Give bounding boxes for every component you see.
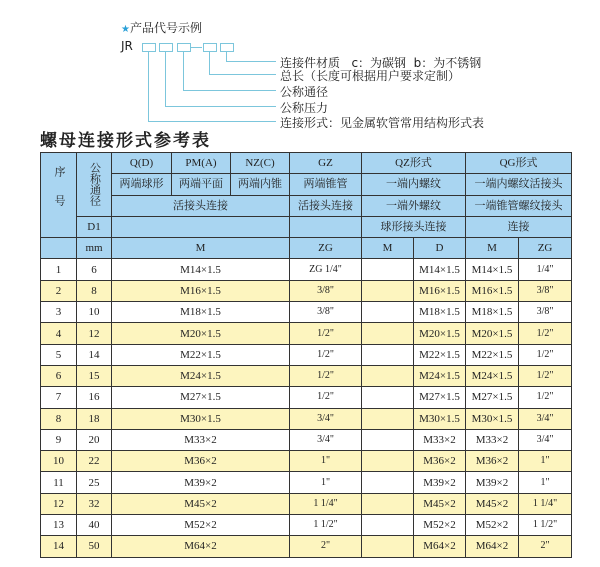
cell-nominal: 20 <box>77 429 112 450</box>
cell-qg-zg: 1 1/2" <box>519 515 572 536</box>
cell-qg-m: M30×1.5 <box>466 408 519 429</box>
cell-nominal: 50 <box>77 536 112 557</box>
table-row <box>41 344 572 365</box>
cell-qg-zg: 1/2" <box>519 344 572 365</box>
cell-seq: 13 <box>41 515 77 536</box>
cell-qz-m <box>362 451 414 472</box>
cell-nominal: 6 <box>77 259 112 280</box>
cell-gz: 1 1/4" <box>290 493 362 514</box>
cell-gz: 1" <box>290 451 362 472</box>
cell-qg-m: M33×2 <box>466 429 519 450</box>
cell-qg-m: M14×1.5 <box>466 259 519 280</box>
header-empty <box>290 216 362 237</box>
cell-qg-zg: 3/4" <box>519 408 572 429</box>
cell-qz-d: M36×2 <box>414 451 466 472</box>
cell-qg-zg: 1 1/4" <box>519 493 572 514</box>
header-qz-m: M <box>362 238 414 259</box>
cell-seq: 4 <box>41 323 77 344</box>
label-length: 总长（长度可根据用户要求定制） <box>280 69 461 83</box>
cell-qz-d: M18×1.5 <box>414 302 466 323</box>
legend-title <box>121 19 202 36</box>
cell-qg-zg: 1/2" <box>519 323 572 344</box>
cell-qg-m: M16×1.5 <box>466 280 519 301</box>
label-connection: 连接形式：见金属软管常用结构形式表 <box>280 116 485 130</box>
table-title: 螺母连接形式参考表 <box>40 131 211 151</box>
cell-qz-m <box>362 429 414 450</box>
cell-m: M36×2 <box>112 451 290 472</box>
table-row <box>41 536 572 557</box>
cell-m: M24×1.5 <box>112 365 290 386</box>
cell-qz-d: M30×1.5 <box>414 408 466 429</box>
cell-qg-zg: 3/8" <box>519 280 572 301</box>
table-row <box>41 387 572 408</box>
cell-m: M18×1.5 <box>112 302 290 323</box>
cell-qz-d: M39×2 <box>414 472 466 493</box>
leader-line <box>226 51 227 61</box>
label-diameter: 公称通径 <box>280 85 329 99</box>
cell-gz: 1 1/2" <box>290 515 362 536</box>
label-material: 连接件材质 c：为碳钢 b：为不锈钢 <box>280 56 482 70</box>
table-row <box>41 323 572 344</box>
cell-qz-d: M64×2 <box>414 536 466 557</box>
cell-gz: 1/2" <box>290 323 362 344</box>
leader-line <box>183 90 276 91</box>
cell-qg-zg: 3/4" <box>519 429 572 450</box>
header-qz3: 一端外螺纹 <box>362 195 466 216</box>
header-pm2: 两端平面 <box>172 174 231 195</box>
cell-qg-m: M24×1.5 <box>466 365 519 386</box>
cell-nominal: 8 <box>77 280 112 301</box>
header-zg: ZG <box>290 238 362 259</box>
cell-nominal: 14 <box>77 344 112 365</box>
header-union: 活接头连接 <box>112 195 290 216</box>
cell-gz: 1" <box>290 472 362 493</box>
cell-seq: 6 <box>41 365 77 386</box>
cell-nominal: 18 <box>77 408 112 429</box>
cell-qg-zg: 1/2" <box>519 365 572 386</box>
cell-gz: 2" <box>290 536 362 557</box>
cell-seq: 11 <box>41 472 77 493</box>
nut-connection-table <box>40 152 572 558</box>
header-d1: D1 <box>77 216 112 237</box>
cell-qg-m: M39×2 <box>466 472 519 493</box>
cell-gz: ZG 1/4" <box>290 259 362 280</box>
cell-qg-m: M52×2 <box>466 515 519 536</box>
cell-gz: 1/2" <box>290 344 362 365</box>
code-box-pressure <box>159 43 173 52</box>
header-qz2: 一端内螺纹 <box>362 174 466 195</box>
table-body <box>41 259 572 557</box>
table-row <box>41 472 572 493</box>
cell-qz-d: M22×1.5 <box>414 344 466 365</box>
cell-m: M14×1.5 <box>112 259 290 280</box>
leader-line <box>165 106 276 107</box>
cell-qg-zg: 1" <box>519 451 572 472</box>
cell-qz-d: M20×1.5 <box>414 323 466 344</box>
header-nominal: 公称通径 <box>77 153 112 217</box>
cell-gz: 3/8" <box>290 280 362 301</box>
cell-seq: 1 <box>41 259 77 280</box>
cell-nominal: 40 <box>77 515 112 536</box>
cell-qz-d: M27×1.5 <box>414 387 466 408</box>
cell-nominal: 12 <box>77 323 112 344</box>
cell-m: M33×2 <box>112 429 290 450</box>
cell-qz-m <box>362 344 414 365</box>
cell-nominal: 22 <box>77 451 112 472</box>
table-row <box>41 365 572 386</box>
cell-gz: 3/8" <box>290 302 362 323</box>
table-row <box>41 259 572 280</box>
header-qz4: 球形接头连接 <box>362 216 466 237</box>
cell-nominal: 16 <box>77 387 112 408</box>
cell-nominal: 10 <box>77 302 112 323</box>
leader-line <box>209 74 276 75</box>
cell-qg-m: M20×1.5 <box>466 323 519 344</box>
header-gz3: 活接头连接 <box>290 195 362 216</box>
header-seq-cont <box>41 238 77 259</box>
table-row <box>41 493 572 514</box>
cell-m: M45×2 <box>112 493 290 514</box>
code-box-length <box>203 43 217 52</box>
header-qg3: 一端锥管螺纹接头 <box>466 195 572 216</box>
cell-qz-d: M14×1.5 <box>414 259 466 280</box>
legend-title-text: 产品代号示例 <box>129 21 202 35</box>
cell-m: M20×1.5 <box>112 323 290 344</box>
cell-seq: 3 <box>41 302 77 323</box>
cell-seq: 14 <box>41 536 77 557</box>
cell-qg-zg: 3/8" <box>519 302 572 323</box>
leader-line <box>209 51 210 74</box>
cell-qz-m <box>362 472 414 493</box>
cell-nominal: 32 <box>77 493 112 514</box>
header-q: Q(D) <box>112 153 172 174</box>
cell-m: M27×1.5 <box>112 387 290 408</box>
cell-seq: 10 <box>41 451 77 472</box>
header-qg-m: M <box>466 238 519 259</box>
cell-qz-m <box>362 515 414 536</box>
cell-qz-m <box>362 387 414 408</box>
cell-qz-m <box>362 365 414 386</box>
cell-gz: 3/4" <box>290 408 362 429</box>
cell-qz-d: M45×2 <box>414 493 466 514</box>
cell-qz-d: M52×2 <box>414 515 466 536</box>
cell-seq: 12 <box>41 493 77 514</box>
cell-seq: 5 <box>41 344 77 365</box>
cell-qz-m <box>362 408 414 429</box>
cell-m: M64×2 <box>112 536 290 557</box>
header-seq: 序号 <box>41 153 77 238</box>
header-qz-d: D <box>414 238 466 259</box>
code-dash <box>191 47 202 48</box>
cell-qg-zg: 1/4" <box>519 259 572 280</box>
leader-line <box>183 51 184 90</box>
leader-line <box>148 51 149 121</box>
table-row <box>41 302 572 323</box>
star-icon: ★ <box>121 24 130 35</box>
header-qg4: 连接 <box>466 216 572 237</box>
cell-qz-m <box>362 323 414 344</box>
header-gz2: 两端锥管 <box>290 174 362 195</box>
header-qz: QZ形式 <box>362 153 466 174</box>
cell-m: M39×2 <box>112 472 290 493</box>
cell-gz: 3/4" <box>290 429 362 450</box>
header-nz: NZ(C) <box>231 153 290 174</box>
cell-qg-zg: 1" <box>519 472 572 493</box>
code-box-material <box>220 43 234 52</box>
cell-seq: 2 <box>41 280 77 301</box>
table-row <box>41 280 572 301</box>
cell-qg-m: M45×2 <box>466 493 519 514</box>
cell-qz-m <box>362 536 414 557</box>
cell-qz-d: M16×1.5 <box>414 280 466 301</box>
header-qg: QG形式 <box>466 153 572 174</box>
cell-qg-m: M18×1.5 <box>466 302 519 323</box>
cell-qg-m: M27×1.5 <box>466 387 519 408</box>
header-gz: GZ <box>290 153 362 174</box>
cell-qg-m: M22×1.5 <box>466 344 519 365</box>
cell-qz-d: M33×2 <box>414 429 466 450</box>
cell-m: M30×1.5 <box>112 408 290 429</box>
cell-gz: 1/2" <box>290 365 362 386</box>
table-row <box>41 451 572 472</box>
cell-qz-d: M24×1.5 <box>414 365 466 386</box>
header-mm: mm <box>77 238 112 259</box>
cell-m: M16×1.5 <box>112 280 290 301</box>
code-box-connection <box>142 43 156 52</box>
cell-qz-m <box>362 280 414 301</box>
table-row <box>41 408 572 429</box>
product-code-prefix: JR <box>121 39 133 53</box>
table-row <box>41 515 572 536</box>
cell-m: M52×2 <box>112 515 290 536</box>
label-pressure: 公称压力 <box>280 101 329 115</box>
cell-gz: 1/2" <box>290 387 362 408</box>
cell-qz-m <box>362 302 414 323</box>
cell-qz-m <box>362 259 414 280</box>
cell-qg-zg: 2" <box>519 536 572 557</box>
header-nz2: 两端内锥 <box>231 174 290 195</box>
cell-m: M22×1.5 <box>112 344 290 365</box>
leader-line <box>148 121 276 122</box>
cell-qg-m: M36×2 <box>466 451 519 472</box>
header-qg2: 一端内螺纹活接头 <box>466 174 572 195</box>
header-qg-zg: ZG <box>519 238 572 259</box>
header-empty <box>112 216 290 237</box>
leader-line <box>165 51 166 106</box>
code-box-diameter <box>177 43 191 52</box>
cell-seq: 9 <box>41 429 77 450</box>
header-m: M <box>112 238 290 259</box>
cell-nominal: 25 <box>77 472 112 493</box>
cell-seq: 7 <box>41 387 77 408</box>
cell-nominal: 15 <box>77 365 112 386</box>
cell-qg-zg: 1/2" <box>519 387 572 408</box>
cell-qg-m: M64×2 <box>466 536 519 557</box>
cell-seq: 8 <box>41 408 77 429</box>
header-q2: 两端球形 <box>112 174 172 195</box>
cell-qz-m <box>362 493 414 514</box>
header-pm: PM(A) <box>172 153 231 174</box>
table-row <box>41 429 572 450</box>
leader-line <box>226 61 276 62</box>
